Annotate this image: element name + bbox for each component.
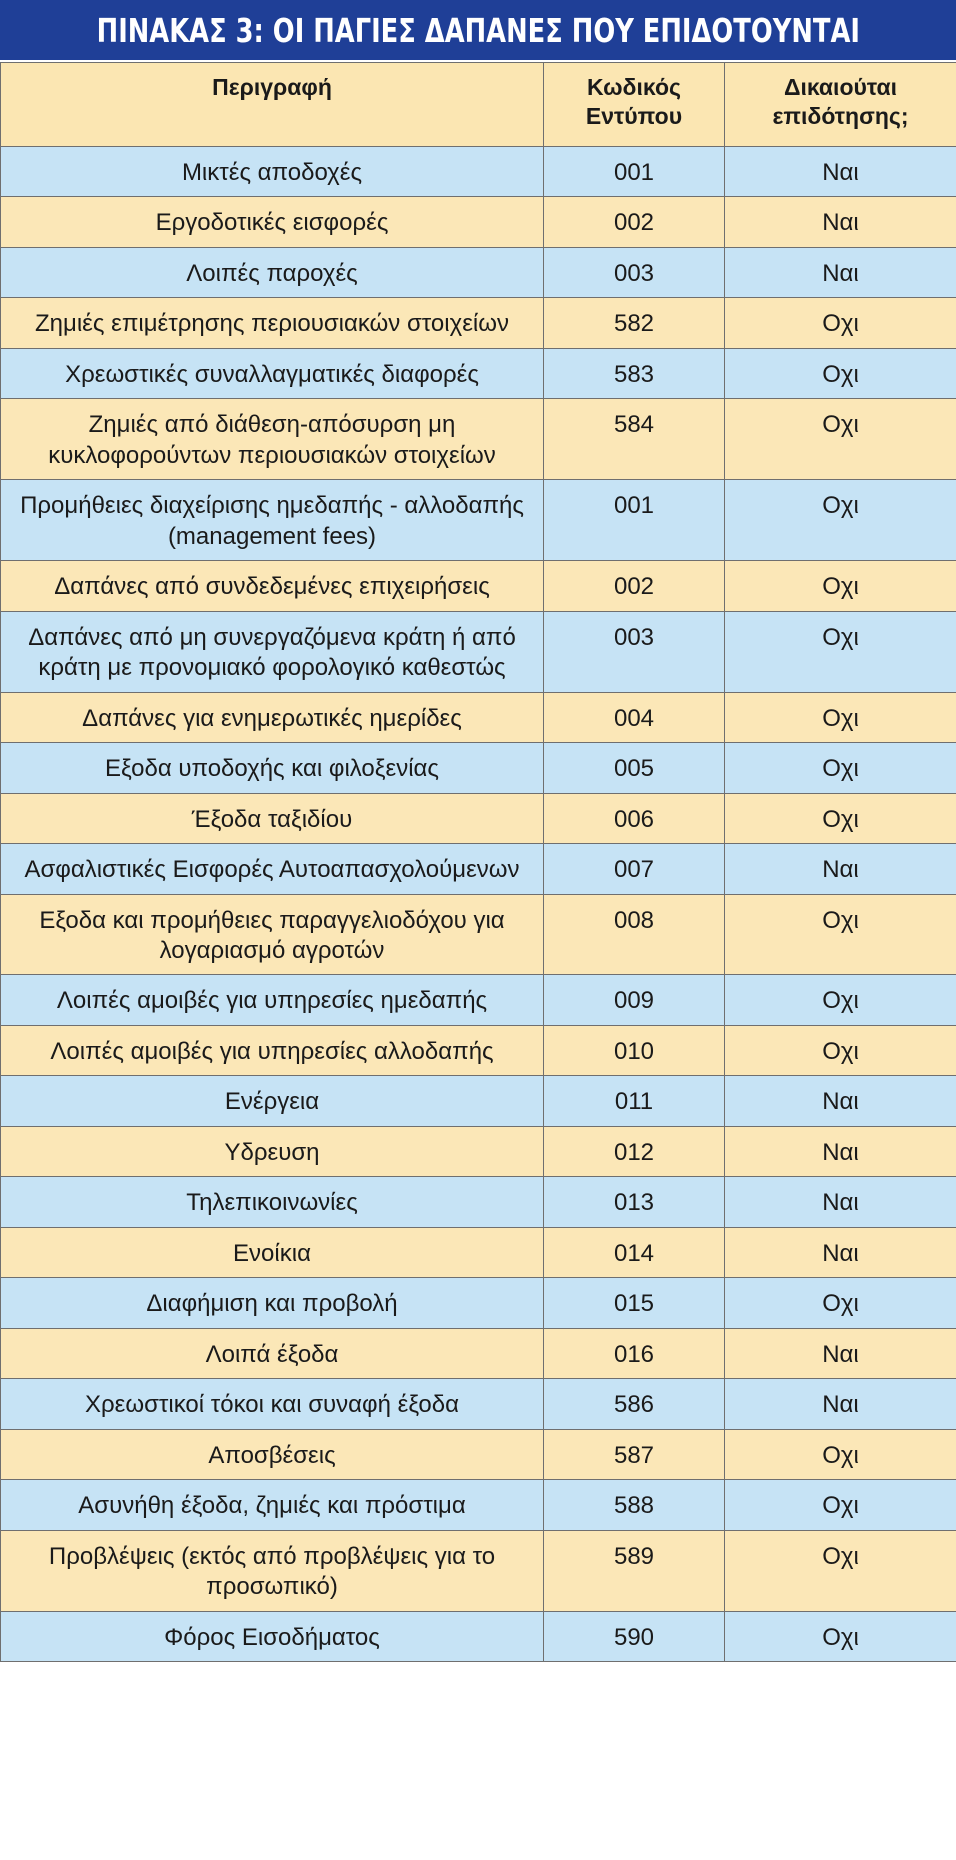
cell-code: 590 — [544, 1611, 725, 1661]
header-code: Κωδικός Εντύπου — [544, 63, 725, 147]
table-row — [1, 197, 956, 247]
cell-description: Προμήθειες διαχείρισης ημεδαπής - αλλοδαπής (management fees) — [1, 480, 544, 561]
table-row — [1, 1480, 956, 1530]
table-row — [1, 793, 956, 843]
cell-code: 013 — [544, 1177, 725, 1227]
cell-description: Φόρος Εισοδήματος — [1, 1611, 544, 1661]
cell-description: Υδρευση — [1, 1126, 544, 1176]
cell-code: 001 — [544, 480, 725, 561]
cell-code: 587 — [544, 1429, 725, 1479]
cell-description: Χρεωστικοί τόκοι και συναφή έξοδα — [1, 1379, 544, 1429]
cell-description: Εργοδοτικές εισφορές — [1, 197, 544, 247]
header-description: Περιγραφή — [1, 63, 544, 147]
cell-code: 003 — [544, 247, 725, 297]
cell-eligible: Ναι — [725, 1076, 956, 1126]
table-row — [1, 480, 956, 561]
cell-eligible: Οχι — [725, 894, 956, 975]
cell-eligible: Ναι — [725, 1126, 956, 1176]
cell-description: Εξοδα υποδοχής και φιλοξενίας — [1, 743, 544, 793]
table-title-bar — [0, 0, 956, 62]
table-body — [1, 147, 956, 1662]
cell-code: 003 — [544, 611, 725, 692]
fixed-costs-table — [0, 62, 956, 1662]
table-row — [1, 1328, 956, 1378]
cell-description: Ασφαλιστικές Εισφορές Αυτοαπασχολούμενων — [1, 844, 544, 894]
cell-description: Τηλεπικοινωνίες — [1, 1177, 544, 1227]
cell-code: 583 — [544, 348, 725, 398]
cell-code: 004 — [544, 692, 725, 742]
cell-code: 589 — [544, 1530, 725, 1611]
cell-code: 009 — [544, 975, 725, 1025]
table-row — [1, 894, 956, 975]
cell-description: Λοιπά έξοδα — [1, 1328, 544, 1378]
cell-code: 582 — [544, 298, 725, 348]
cell-eligible: Ναι — [725, 1227, 956, 1277]
cell-eligible: Οχι — [725, 1480, 956, 1530]
cell-description: Ζημιές επιμέτρησης περιουσιακών στοιχείων — [1, 298, 544, 348]
table-title: ΠΙΝΑΚΑΣ 3: ΟΙ ΠΑΓΙΕΣ ΔΑΠΑΝΕΣ ΠΟΥ ΕΠΙΔΟΤΟΥΝΤΑΙ — [96, 10, 860, 50]
cell-code: 016 — [544, 1328, 725, 1378]
table-row — [1, 743, 956, 793]
cell-description: Αποσβέσεις — [1, 1429, 544, 1479]
table-header-row — [1, 63, 956, 147]
table-row — [1, 1278, 956, 1328]
cell-description: Μικτές αποδοχές — [1, 147, 544, 197]
cell-description: Λοιπές αμοιβές για υπηρεσίες αλλοδαπής — [1, 1025, 544, 1075]
header-eligible: Δικαιούται επιδότησης; — [725, 63, 956, 147]
cell-code: 001 — [544, 147, 725, 197]
cell-eligible: Οχι — [725, 793, 956, 843]
cell-code: 010 — [544, 1025, 725, 1075]
table-row — [1, 1177, 956, 1227]
table-row — [1, 1429, 956, 1479]
cell-eligible: Οχι — [725, 692, 956, 742]
cell-description: Δαπάνες για ενημερωτικές ημερίδες — [1, 692, 544, 742]
cell-description: Δαπάνες από συνδεδεμένες επιχειρήσεις — [1, 561, 544, 611]
cell-code: 002 — [544, 197, 725, 247]
cell-description: Λοιπές παροχές — [1, 247, 544, 297]
table-row — [1, 247, 956, 297]
cell-eligible: Ναι — [725, 247, 956, 297]
cell-code: 014 — [544, 1227, 725, 1277]
table-row — [1, 611, 956, 692]
cell-code: 008 — [544, 894, 725, 975]
cell-eligible: Οχι — [725, 561, 956, 611]
cell-description: Εξοδα και προμήθειες παραγγελιοδόχου για λογαριασμό αγροτών — [1, 894, 544, 975]
table-row — [1, 1530, 956, 1611]
cell-eligible: Οχι — [725, 480, 956, 561]
cell-description: Λοιπές αμοιβές για υπηρεσίες ημεδαπής — [1, 975, 544, 1025]
cell-eligible: Ναι — [725, 1328, 956, 1378]
cell-description: Προβλέψεις (εκτός από προβλέψεις για το προσωπικό) — [1, 1530, 544, 1611]
cell-description: Ενοίκια — [1, 1227, 544, 1277]
table-row — [1, 298, 956, 348]
cell-eligible: Οχι — [725, 298, 956, 348]
cell-eligible: Οχι — [725, 611, 956, 692]
cell-description: Ενέργεια — [1, 1076, 544, 1126]
table-row — [1, 399, 956, 480]
cell-eligible: Ναι — [725, 197, 956, 247]
table-row — [1, 561, 956, 611]
table-row — [1, 975, 956, 1025]
cell-eligible: Οχι — [725, 1278, 956, 1328]
cell-eligible: Ναι — [725, 1177, 956, 1227]
cell-eligible: Οχι — [725, 1530, 956, 1611]
cell-description: Έξοδα ταξιδίου — [1, 793, 544, 843]
table-row — [1, 348, 956, 398]
cell-code: 012 — [544, 1126, 725, 1176]
cell-description: Ζημιές από διάθεση-απόσυρση μη κυκλοφορούντων περιουσιακών στοιχείων — [1, 399, 544, 480]
cell-code: 006 — [544, 793, 725, 843]
cell-code: 005 — [544, 743, 725, 793]
cell-eligible: Οχι — [725, 399, 956, 480]
cell-eligible: Οχι — [725, 1025, 956, 1075]
cell-eligible: Οχι — [725, 1611, 956, 1661]
cell-description: Διαφήμιση και προβολή — [1, 1278, 544, 1328]
cell-eligible: Οχι — [725, 743, 956, 793]
cell-description: Χρεωστικές συναλλαγματικές διαφορές — [1, 348, 544, 398]
cell-code: 015 — [544, 1278, 725, 1328]
cell-description: Ασυνήθη έξοδα, ζημιές και πρόστιμα — [1, 1480, 544, 1530]
cell-code: 007 — [544, 844, 725, 894]
table-row — [1, 1611, 956, 1661]
cell-code: 011 — [544, 1076, 725, 1126]
table-row — [1, 692, 956, 742]
cell-eligible: Ναι — [725, 147, 956, 197]
table-row — [1, 1076, 956, 1126]
table-row — [1, 1379, 956, 1429]
cell-code: 588 — [544, 1480, 725, 1530]
table-row — [1, 844, 956, 894]
table-row — [1, 1025, 956, 1075]
cell-eligible: Ναι — [725, 844, 956, 894]
table-row — [1, 1126, 956, 1176]
cell-eligible: Ναι — [725, 1379, 956, 1429]
cell-description: Δαπάνες από μη συνεργαζόμενα κράτη ή από κράτη με προνομιακό φορολογικό καθεστώς — [1, 611, 544, 692]
cell-eligible: Οχι — [725, 348, 956, 398]
cell-code: 586 — [544, 1379, 725, 1429]
table-row — [1, 147, 956, 197]
cell-code: 584 — [544, 399, 725, 480]
table-row — [1, 1227, 956, 1277]
cell-eligible: Οχι — [725, 1429, 956, 1479]
cell-code: 002 — [544, 561, 725, 611]
cell-eligible: Οχι — [725, 975, 956, 1025]
